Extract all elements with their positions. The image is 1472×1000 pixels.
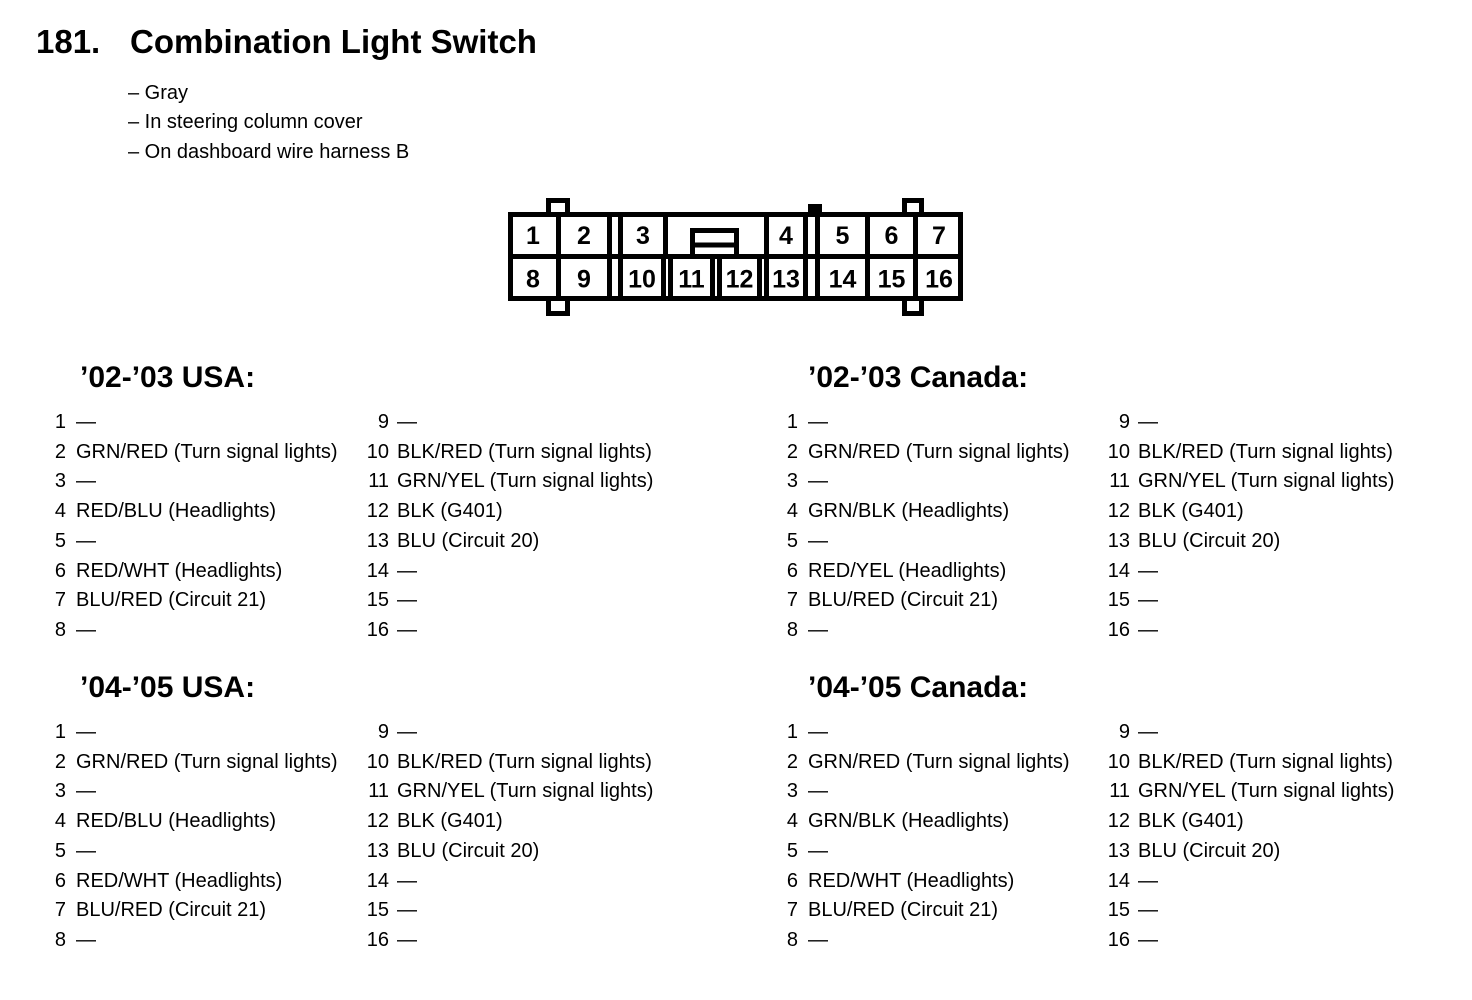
pin-wire-label: BLK/RED (Turn signal lights): [1138, 750, 1393, 773]
pin-wire-label: RED/WHT (Headlights): [808, 869, 1015, 892]
pin-columns: [52, 408, 742, 646]
pin-number: 3: [786, 470, 798, 493]
pin-row: [1104, 807, 1394, 837]
pin-wire-label: —: [76, 839, 96, 862]
pin-number: 1: [786, 721, 798, 743]
pin-wire-label: —: [1138, 411, 1158, 433]
pin-wire-label: BLK (G401): [397, 810, 503, 833]
pin-wire-label: RED/BLU (Headlights): [76, 810, 277, 833]
pin-row: [784, 497, 1104, 527]
pin-number: 3: [54, 470, 66, 493]
pin-wire-label: —: [397, 618, 417, 641]
pin-columns: [784, 408, 1472, 646]
pin-row: [52, 926, 363, 956]
pin-wire-label: —: [808, 529, 828, 552]
pin-row: [1104, 777, 1394, 807]
pin-number: 7: [54, 589, 66, 612]
pin-column-left: [784, 408, 1104, 646]
pin-row: [363, 408, 653, 438]
pin-column-left: [52, 408, 363, 646]
pin-row: [1104, 748, 1394, 778]
pin-wire-label: —: [397, 899, 417, 922]
pin-wire-label: BLU (Circuit 20): [1138, 529, 1281, 552]
pin-row: [363, 777, 653, 807]
pin-number: 6: [786, 869, 798, 892]
section-heading: ’02-’03 USA:: [80, 361, 256, 394]
pin-row: [1104, 896, 1394, 926]
section-02-03-canada: [784, 361, 1472, 646]
pin-wire-label: GRN/BLK (Headlights): [808, 810, 1010, 833]
pin-number: 4: [786, 810, 798, 833]
section-heading: ’04-’05 USA:: [80, 671, 256, 704]
notes-list: [128, 79, 409, 167]
pin-wire-label: —: [1138, 721, 1158, 743]
pin-row: [784, 557, 1104, 587]
pin-row: [784, 748, 1104, 778]
pin-wire-label: —: [1138, 559, 1158, 582]
pin-row: [784, 777, 1104, 807]
pin-row: [784, 438, 1104, 468]
pin-wire-label: BLU/RED (Circuit 21): [808, 899, 999, 922]
pin-number: 9: [1118, 721, 1130, 743]
pin-row: [52, 586, 363, 616]
pin-number: 12: [366, 500, 389, 523]
pin-row: [52, 408, 363, 438]
pin-row: [1104, 557, 1394, 587]
pin-number: 11: [368, 470, 389, 493]
pin-row: [1104, 527, 1394, 557]
pin-number: 13: [1107, 529, 1130, 552]
pin-number: 11: [1109, 470, 1130, 493]
pin-wire-label: —: [397, 928, 417, 951]
pin-number: 5: [786, 529, 798, 552]
note-line: – On dashboard wire harness B: [128, 140, 410, 163]
pin-row: [52, 867, 363, 897]
pin-row: [784, 408, 1104, 438]
connector-cavity-number: 7: [932, 222, 946, 250]
pin-number: 14: [1107, 869, 1130, 892]
pin-row: [784, 926, 1104, 956]
pin-row: [363, 527, 653, 557]
pin-number: 2: [786, 750, 798, 773]
polarization-rib: [808, 204, 822, 212]
pin-wire-label: —: [1138, 589, 1158, 612]
pin-number: 9: [377, 721, 389, 743]
pin-column-right: [1104, 718, 1394, 956]
pin-number: 12: [1107, 810, 1130, 833]
pin-number: 2: [54, 440, 66, 463]
pin-number: 5: [54, 839, 66, 862]
section-04-05-canada: [784, 671, 1472, 956]
pin-wire-label: —: [808, 839, 828, 862]
pin-wire-label: BLU (Circuit 20): [397, 529, 540, 552]
pin-number: 9: [1118, 411, 1130, 433]
pin-number: 13: [1107, 839, 1130, 862]
pin-wire-label: —: [76, 780, 96, 803]
connector-cavity-number: 10: [628, 265, 656, 294]
pin-wire-label: BLU/RED (Circuit 21): [808, 589, 999, 612]
pin-wire-label: —: [1138, 618, 1158, 641]
pin-row: [363, 837, 653, 867]
pin-wire-label: BLK/RED (Turn signal lights): [397, 440, 652, 463]
pin-wire-label: —: [808, 721, 828, 743]
pin-number: 3: [786, 780, 798, 803]
pin-wire-label: RED/WHT (Headlights): [76, 869, 283, 892]
pin-row: [52, 807, 363, 837]
pin-number: 5: [786, 839, 798, 862]
pin-row: [363, 467, 653, 497]
pin-row: [1104, 718, 1394, 748]
pin-row: [363, 748, 653, 778]
pin-wire-label: —: [76, 618, 96, 641]
pin-number: 15: [1107, 589, 1130, 612]
pin-row: [1104, 616, 1394, 646]
pin-number: 11: [1109, 780, 1130, 803]
pin-wire-label: —: [76, 470, 96, 493]
pin-row: [784, 867, 1104, 897]
pin-wire-label: GRN/YEL (Turn signal lights): [397, 470, 654, 493]
pin-wire-label: —: [1138, 928, 1158, 951]
pin-wire-label: —: [397, 559, 417, 582]
pin-wire-label: GRN/RED (Turn signal lights): [76, 750, 338, 773]
pin-row: [1104, 438, 1394, 468]
connector-cavity-number: 8: [526, 265, 540, 294]
pin-wire-label: GRN/RED (Turn signal lights): [76, 440, 338, 463]
pin-row: [363, 926, 653, 956]
pin-row: [784, 467, 1104, 497]
pin-wire-label: RED/YEL (Headlights): [808, 559, 1007, 582]
pin-row: [52, 497, 363, 527]
connector-cavity-number: 11: [678, 265, 705, 294]
pin-number: 4: [786, 500, 798, 523]
pin-row: [1104, 837, 1394, 867]
pin-wire-label: GRN/YEL (Turn signal lights): [1138, 470, 1395, 493]
connector-cavity-number: 5: [835, 222, 850, 250]
pin-row: [52, 777, 363, 807]
pin-column-left: [52, 718, 363, 956]
pin-row: [52, 616, 363, 646]
pin-row: [52, 748, 363, 778]
pin-wire-label: —: [808, 618, 828, 641]
pin-row: [784, 837, 1104, 867]
pin-wire-label: BLK (G401): [1138, 500, 1244, 523]
pin-row: [52, 718, 363, 748]
pin-number: 15: [366, 899, 389, 922]
pin-number: 4: [54, 500, 66, 523]
pin-wire-label: —: [397, 411, 417, 433]
note-line: – In steering column cover: [128, 111, 363, 134]
pin-number: 4: [54, 810, 66, 833]
connector-cavity-number: 15: [877, 265, 906, 294]
connector-cavity-number: 2: [577, 222, 591, 250]
pin-wire-label: BLK/RED (Turn signal lights): [1138, 440, 1393, 463]
pin-row: [52, 837, 363, 867]
pin-wire-label: —: [76, 411, 96, 433]
connector-cavity-number: 12: [725, 265, 754, 294]
connector-svg: [502, 192, 972, 322]
pin-wire-label: GRN/RED (Turn signal lights): [808, 750, 1070, 773]
pin-wire-label: —: [808, 928, 828, 951]
pin-number: 14: [366, 559, 389, 582]
pin-number: 3: [54, 780, 66, 803]
pin-column-right: [363, 408, 653, 646]
pin-wire-label: —: [76, 721, 96, 743]
pin-row: [363, 867, 653, 897]
connector-cavity-number: 16: [925, 265, 953, 294]
pin-wire-label: BLK/RED (Turn signal lights): [397, 750, 652, 773]
pin-row: [363, 497, 653, 527]
pin-row: [363, 718, 653, 748]
connector-cavity-number: 13: [772, 265, 800, 294]
pin-number: 8: [54, 618, 66, 641]
pin-wire-label: GRN/YEL (Turn signal lights): [397, 780, 654, 803]
pin-wire-label: BLU/RED (Circuit 21): [76, 899, 267, 922]
pin-number: 8: [786, 618, 798, 641]
pin-row: [363, 586, 653, 616]
pin-number: 16: [366, 618, 389, 641]
connector-cavity-number: 9: [577, 265, 591, 294]
page-title: Combination Light Switch: [130, 23, 537, 60]
pin-number: 13: [366, 839, 389, 862]
pin-row: [52, 527, 363, 557]
pin-wire-label: —: [1138, 869, 1158, 892]
pin-row: [784, 807, 1104, 837]
pin-number: 10: [366, 750, 389, 773]
pin-wire-label: RED/BLU (Headlights): [76, 500, 277, 523]
pin-row: [52, 557, 363, 587]
pin-row: [784, 586, 1104, 616]
section-heading: ’02-’03 Canada:: [808, 361, 1029, 394]
pin-wire-label: —: [397, 721, 417, 743]
section-04-05-usa: [52, 671, 742, 956]
pin-wire-label: BLU/RED (Circuit 21): [76, 589, 267, 612]
pin-wire-label: GRN/BLK (Headlights): [808, 500, 1010, 523]
pin-wire-label: —: [808, 470, 828, 493]
section-number: 181.: [36, 23, 101, 60]
pin-row: [1104, 467, 1394, 497]
pin-columns: [52, 718, 742, 956]
connector-cavity-number: 3: [636, 222, 650, 250]
pin-row: [784, 718, 1104, 748]
pin-number: 15: [1107, 899, 1130, 922]
pin-number: 8: [786, 928, 798, 951]
pin-number: 13: [366, 529, 389, 552]
pin-wire-label: —: [397, 589, 417, 612]
pin-wire-label: RED/WHT (Headlights): [76, 559, 283, 582]
pin-column-left: [784, 718, 1104, 956]
pin-number: 6: [54, 869, 66, 892]
pin-number: 7: [54, 899, 66, 922]
connector-cavity-number: 1: [526, 222, 540, 250]
connector-diagram: [502, 192, 972, 322]
pin-number: 16: [1107, 618, 1130, 641]
pin-row: [363, 438, 653, 468]
section-heading: ’04-’05 Canada:: [808, 671, 1029, 704]
pin-wire-label: —: [76, 928, 96, 951]
connector-cavity-number: 4: [779, 222, 793, 250]
pin-number: 7: [786, 899, 798, 922]
pin-number: 12: [366, 810, 389, 833]
pin-wire-label: BLU (Circuit 20): [1138, 839, 1281, 862]
pin-number: 10: [366, 440, 389, 463]
pin-number: 1: [786, 411, 798, 433]
pin-wire-label: BLU (Circuit 20): [397, 839, 540, 862]
pin-number: 1: [54, 721, 66, 743]
pin-wire-label: GRN/YEL (Turn signal lights): [1138, 780, 1395, 803]
pin-row: [1104, 926, 1394, 956]
pin-number: 14: [1107, 559, 1130, 582]
connector-cavity-number: 6: [884, 222, 899, 250]
pin-number: 8: [54, 928, 66, 951]
pin-row: [52, 896, 363, 926]
pin-wire-label: GRN/RED (Turn signal lights): [808, 440, 1070, 463]
pin-number: 12: [1107, 500, 1130, 523]
pin-number: 1: [54, 411, 66, 433]
pin-wire-label: BLK (G401): [397, 500, 503, 523]
pin-column-right: [1104, 408, 1394, 646]
pin-row: [1104, 586, 1394, 616]
pin-row: [363, 807, 653, 837]
pin-columns: [784, 718, 1472, 956]
pin-number: 16: [366, 928, 389, 951]
pin-row: [1104, 408, 1394, 438]
pin-row: [363, 896, 653, 926]
pin-number: 15: [366, 589, 389, 612]
pin-row: [52, 438, 363, 468]
pin-number: 16: [1107, 928, 1130, 951]
pin-number: 11: [368, 780, 389, 803]
note-line: – Gray: [128, 82, 189, 104]
pin-row: [363, 557, 653, 587]
pin-number: 5: [54, 529, 66, 552]
pin-number: 7: [786, 589, 798, 612]
pin-row: [784, 527, 1104, 557]
pin-wire-label: —: [1138, 899, 1158, 922]
pin-number: 6: [786, 559, 798, 582]
pin-row: [363, 616, 653, 646]
pin-number: 9: [377, 411, 389, 433]
pin-row: [784, 616, 1104, 646]
pin-row: [1104, 867, 1394, 897]
pin-row: [52, 467, 363, 497]
section-02-03-usa: [52, 361, 742, 646]
pin-row: [1104, 497, 1394, 527]
pin-number: 6: [54, 559, 66, 582]
pin-number: 2: [54, 750, 66, 773]
pin-wire-label: —: [397, 869, 417, 892]
pin-wire-label: —: [808, 411, 828, 433]
pin-row: [784, 896, 1104, 926]
pin-number: 2: [786, 440, 798, 463]
pin-number: 10: [1107, 440, 1130, 463]
pin-wire-label: BLK (G401): [1138, 810, 1244, 833]
pin-column-right: [363, 718, 653, 956]
pin-number: 14: [366, 869, 389, 892]
connector-cavity-number: 14: [828, 265, 857, 294]
pin-wire-label: —: [76, 529, 96, 552]
pin-number: 10: [1107, 750, 1130, 773]
pin-wire-label: —: [808, 780, 828, 803]
